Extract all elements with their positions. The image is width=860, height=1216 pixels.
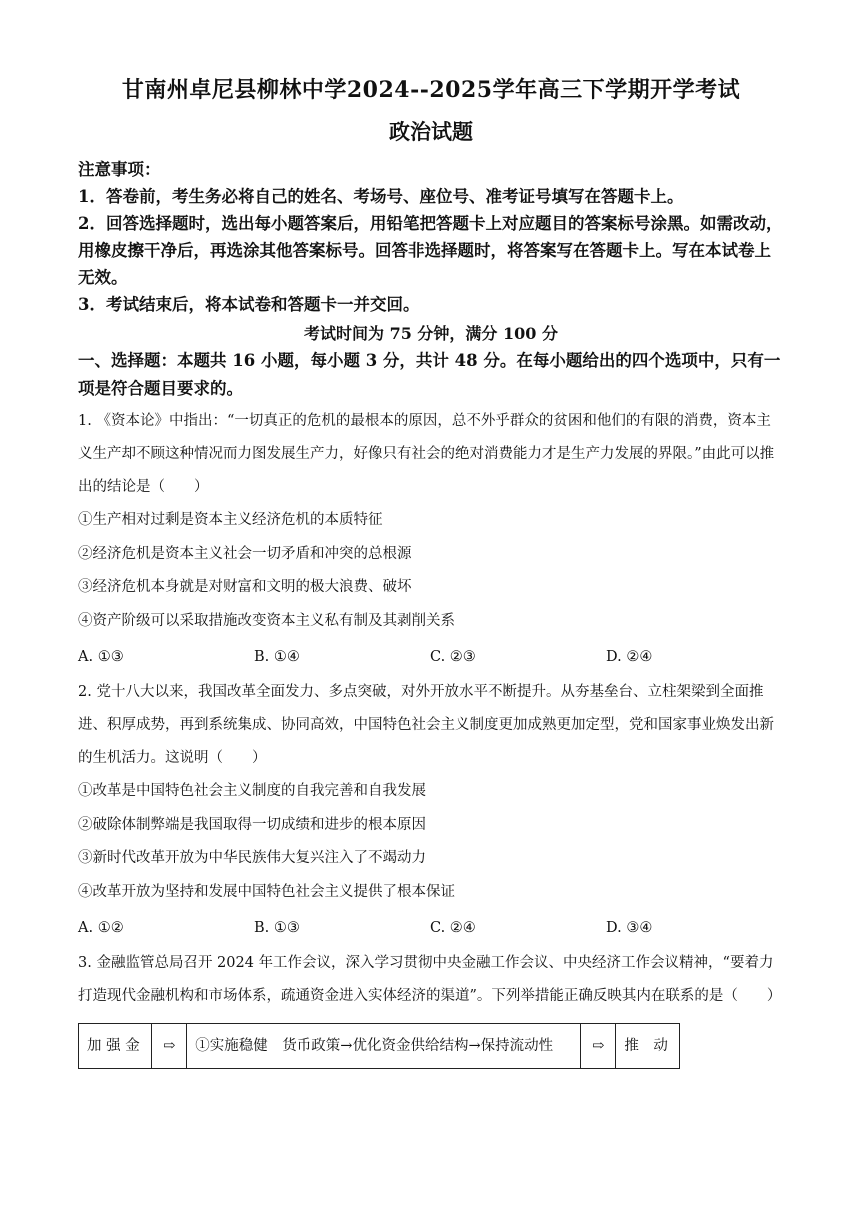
notice-item: 3．考试结束后，将本试卷和答题卡一并交回。 [78, 295, 420, 314]
question-3 [78, 947, 784, 1069]
choice-b: B. ①④ [254, 649, 300, 665]
exam-page [78, 72, 784, 1069]
choice-b: B. ①③ [254, 920, 300, 936]
statement-option: ②破除体制弊端是我国取得一切成绩和进步的根本原因 [78, 816, 426, 833]
statement-option: ①生产相对过剩是资本主义经济危机的本质特征 [78, 512, 383, 528]
flow-cell-end: 推 动 [616, 1024, 680, 1069]
choice-c: C. ②④ [430, 920, 476, 936]
notice-heading: 注意事项： [78, 160, 161, 179]
question-stem: 2. 党十八大以来，我国改革全面发力、多点突破，对外开放水平不断提升。从夯基垒台、立柱架梁到全面推进、积厚成势，再到系统集成、协同高效，中国特色社会主义制度更加成熟更加定型，党和国家事业焕发出新的生机活力。这说明（ ） [78, 684, 774, 766]
arrow-right-icon: ⇨ [152, 1024, 187, 1069]
flow-cell-middle: ①实施稳健 货币政策→优化资金供给结构→保持流动性 [187, 1024, 581, 1069]
time-and-score: 考试时间为 75 分钟，满分 100 分 [304, 324, 558, 343]
answer-choices [78, 640, 784, 674]
statement-option: ④资产阶级可以采取措施改变资本主义私有制及其剥削关系 [78, 612, 455, 629]
choice-c: C. ②③ [430, 649, 476, 665]
statement-option: ③经济危机本身就是对财富和文明的极大浪费、破坏 [78, 579, 412, 595]
choice-a: A. ①② [78, 920, 124, 936]
choice-a: A. ①③ [78, 649, 124, 665]
exam-subject: 政治试题 [389, 119, 473, 144]
statement-option: ④改革开放为坚持和发展中国特色社会主义提供了根本保证 [78, 883, 455, 900]
choice-d: D. ②④ [606, 649, 653, 665]
question-1 [78, 405, 784, 674]
arrow-right-icon: ⇨ [581, 1024, 616, 1069]
section-heading: 一、选择题：本题共 16 小题，每小题 3 分，共计 48 分。在每小题给出的四个选项中，只有一项是符合题目要求的。 [78, 351, 781, 398]
statement-option: ②经济危机是资本主义社会一切矛盾和冲突的总根源 [78, 545, 412, 562]
statement-option: ①改革是中国特色社会主义制度的自我完善和自我发展 [78, 783, 426, 799]
notice-block [78, 156, 784, 318]
notice-item: 2．回答选择题时，选出每小题答案后，用铅笔把答题卡上对应题目的答案标号涂黑。如需改动，用橡皮擦干净后，再选涂其他答案标号。回答非选择题时，将答案写在答题卡上。写在本试卷上无效。 [78, 214, 783, 287]
flow-cell-start: 加 强 金 [79, 1024, 152, 1069]
question-stem: 3. 金融监管总局召开 2024 年工作会议，深入学习贯彻中央金融工作会议、中央经济工作会议精神，“要着力打造现代金融机构和市场体系，疏通资金进入实体经济的渠道”。下列举措能正确反映其内在联系的是（ ） [78, 955, 782, 1004]
question-stem: 1. 《资本论》中指出：“一切真正的危机的最根本的原因，总不外乎群众的贫困和他们的有限的消费，资本主义生产却不顾这种情况而力图发展生产力，好像只有社会的绝对消费能力才是生产力发展的界限。”由此可以推出的结论是（ ） [78, 413, 775, 495]
exam-title: 甘南州卓尼县柳林中学2024--2025学年高三下学期开学考试 [121, 77, 741, 103]
statement-option: ③新时代改革开放为中华民族伟大复兴注入了不竭动力 [78, 850, 426, 866]
choice-d: D. ③④ [606, 920, 653, 936]
flow-table [78, 1023, 680, 1069]
question-2 [78, 676, 784, 945]
notice-item: 1．答卷前，考生务必将自己的姓名、考场号、座位号、准考证号填写在答题卡上。 [78, 187, 684, 206]
answer-choices [78, 911, 784, 945]
